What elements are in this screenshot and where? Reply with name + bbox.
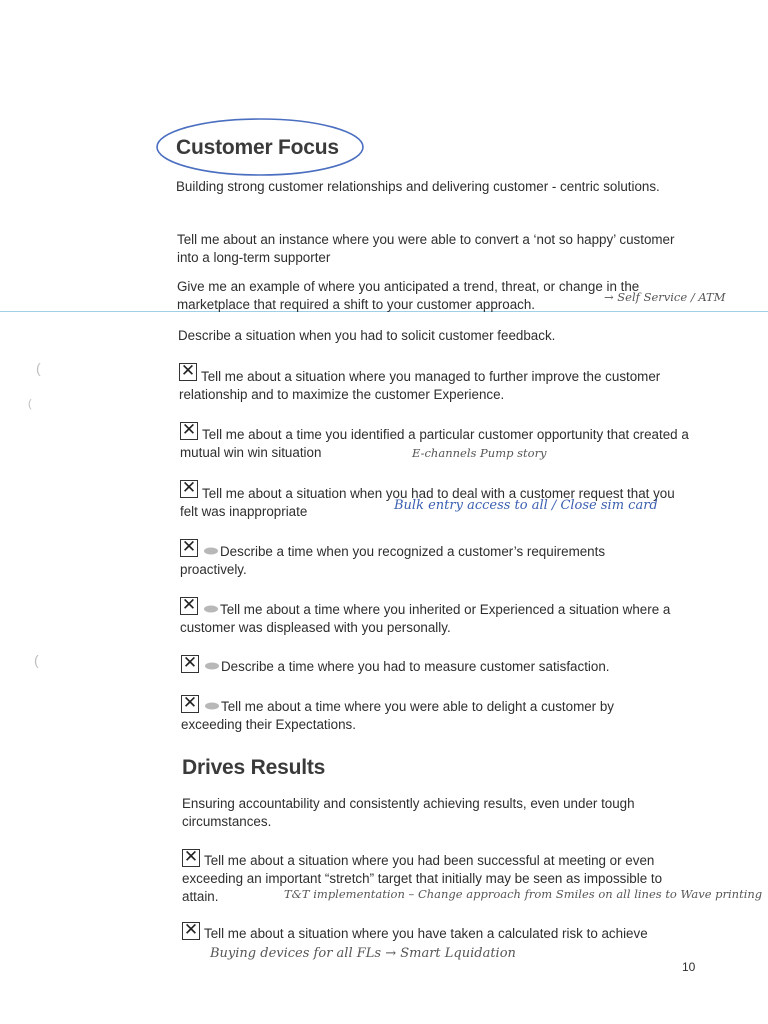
handwritten-note: Bulk entry access to all / Close sim card [394,498,658,513]
checkbox[interactable]: ✕ [182,653,198,673]
question-item: Describe a time where you had to measure customer satisfaction. [221,659,610,674]
section-title-drives-results: Drives Results [182,756,326,779]
question-item: Tell me about a time where you inherited or Experienced a situation where a customer was displeased with you personally. [180,602,671,635]
question-item: Describe a time when you recognized a customer’s requirements proactively. [180,544,606,577]
checkbox[interactable]: ✕ [182,693,198,713]
handwritten-note: → Self Service / ATM [604,290,726,304]
scan-smudge-icon [204,701,220,711]
handwritten-note: T&T implementation – Change approach from Smiles on all lines to Wave printing [284,887,763,901]
question-item: Tell me about a situation where you managed to further improve the customer relationship and to maximize the customer Experience. [179,369,661,402]
checkbox[interactable]: ✕ [181,537,197,557]
question-item: Tell me about a situation where you had been successful at meeting or even exceeding an important “stretch” target that initially may be seen as impossible to attain. [182,853,663,904]
handwritten-note: E-channels Pump story [412,446,547,460]
handwritten-note: Buying devices for all FLs → Smart Lquidation [210,946,516,961]
scan-mark: ( [36,360,41,376]
question-item: Tell me about a situation where you have taken a calculated risk to achieve [204,926,648,941]
section-description: Building strong customer relationships and delivering customer - centric solutions. [176,179,660,194]
question-item: Tell me about a situation when you had to deal with a customer request that you felt was inappropriate [180,486,675,519]
scan-smudge-icon [204,661,220,671]
question-item: Tell me about a time where you were able to delight a customer by exceeding their Expectations. [181,699,614,732]
checkbox[interactable]: ✕ [183,920,199,940]
scan-smudge-icon [203,546,219,556]
section-title-customer-focus: Customer Focus [176,136,339,159]
section-description: Ensuring accountability and consistently achieving results, even under tough circumstances. [182,796,635,829]
checkbox[interactable]: ✕ [180,361,196,381]
question-item: Tell me about an instance where you were able to convert a ‘not so happy’ customer into a long-term supporter [177,232,675,265]
question-item: Describe a situation when you had to solicit customer feedback. [178,328,556,343]
scan-mark: ( [34,652,39,668]
question-item: Tell me about a time you identified a particular customer opportunity that created a mutual win win situation [180,427,689,460]
scan-mark: ( [28,398,32,410]
page-number: 10 [682,960,696,974]
checkbox[interactable]: ✕ [181,595,197,615]
question-item: Give me an example of where you anticipated a trend, threat, or change in the marketplace that required a shift to your customer approach. [177,279,640,312]
scan-smudge-icon [203,604,219,614]
checkbox[interactable]: ✕ [181,420,197,440]
checkbox[interactable]: ✕ [181,478,197,498]
checkbox[interactable]: ✕ [183,847,199,867]
